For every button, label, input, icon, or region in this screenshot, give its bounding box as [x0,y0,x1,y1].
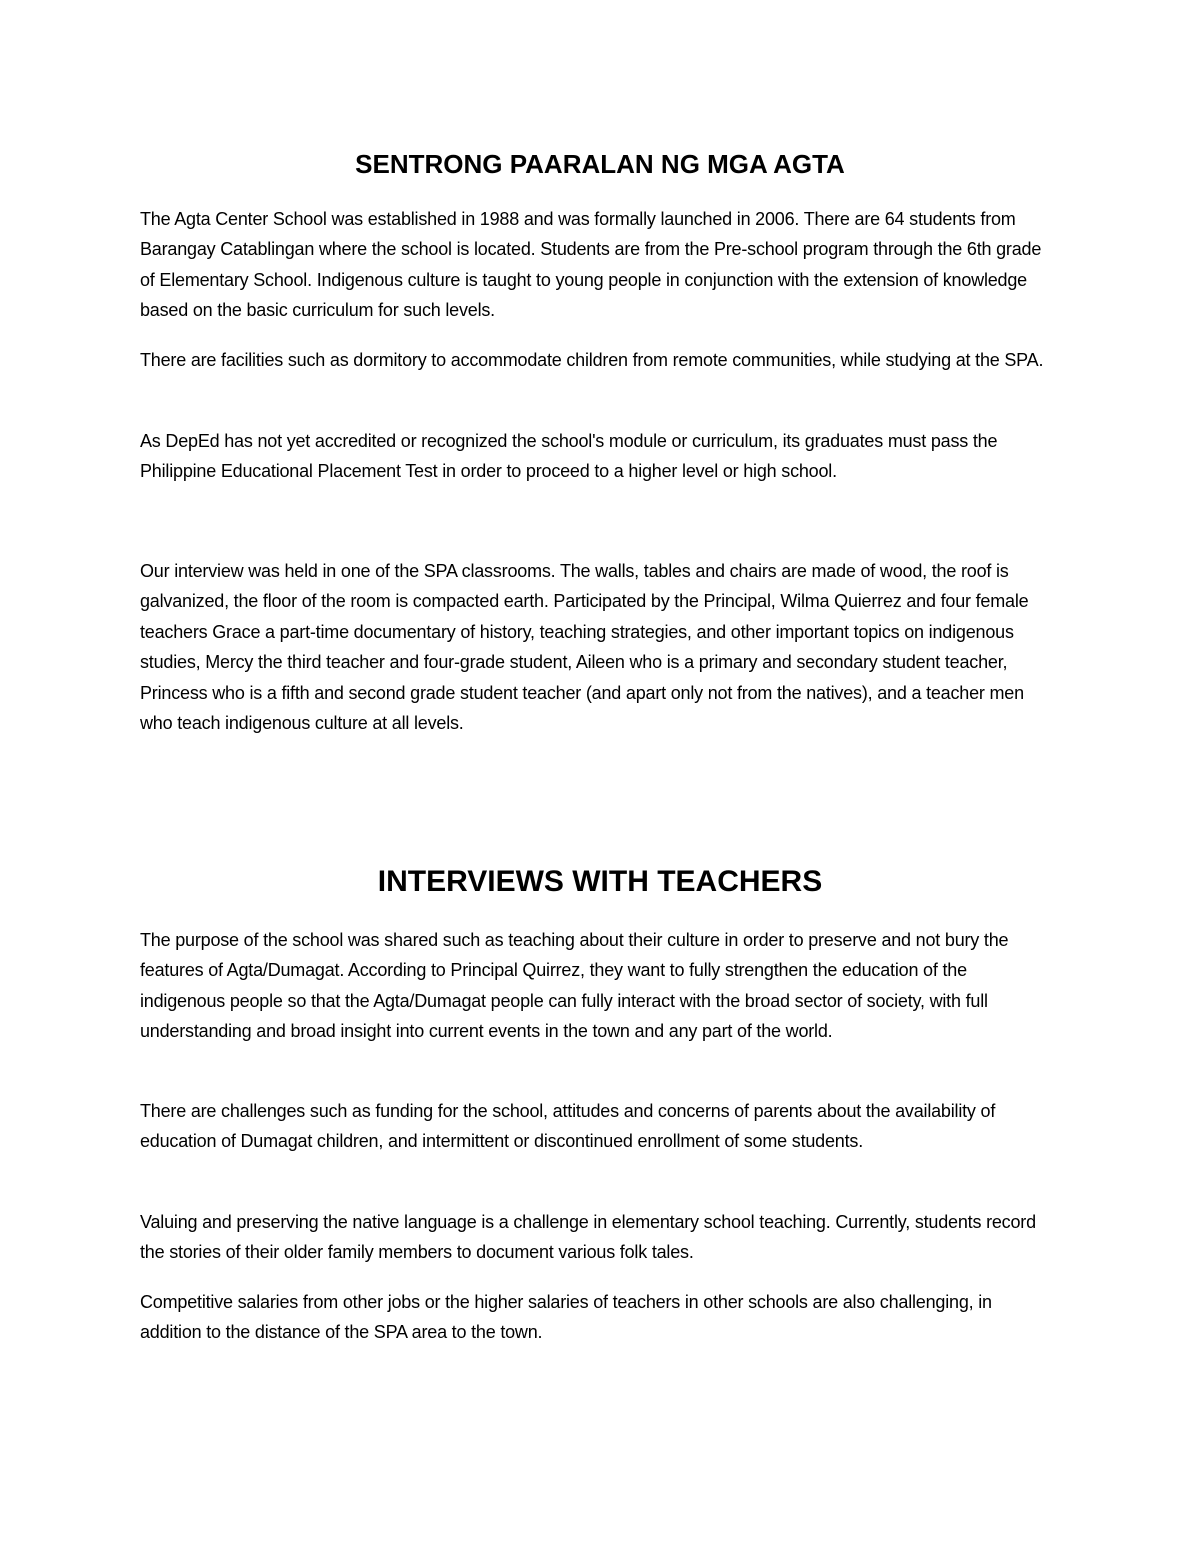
paragraph-school-history: The Agta Center School was established in 1988 and was formally launched in 2006. There are 64 students from Barangay Catablingan where the school is located. Students are from the Pre-school program through the 6th grade of Elementary School. Indigenous culture is taught to young people in conjunction with the extension of knowledge based on the basic curriculum for such levels. [140,209,1042,321]
paragraph-interview-setting: Our interview was held in one of the SPA classrooms. The walls, tables and chairs are made of wood, the roof is galvanized, the floor of the room is compacted earth. Participated by the Principal, Wilma Quierrez and four female teachers Grace a part-time documentary of history, teaching strategies, and other important topics on indigenous studies, Mercy the third teacher and four-grade student, Aileen who is a primary and secondary student teacher, Princess who is a fifth and second grade student teacher (and apart only not from the natives), and a teacher men who teach indigenous culture at all levels. [140,561,1029,734]
paragraph-native-language: Valuing and preserving the native language is a challenge in elementary school teaching. Currently, students record the stories of their older family members to document various folk tales. [140,1212,1036,1263]
paragraph-challenges: There are challenges such as funding for the school, attitudes and concerns of parents about the availability of education of Dumagat children, and intermittent or discontinued enrollment of some students. [140,1101,996,1152]
section-title-interviews: INTERVIEWS WITH TEACHERS [377,865,823,898]
paragraph-salaries: Competitive salaries from other jobs or the higher salaries of teachers in other schools are also challenging, in addition to the distance of the SPA area to the town. [140,1292,992,1343]
paragraph-facilities: There are facilities such as dormitory to accommodate children from remote communities, while studying at the SPA. [140,350,1044,370]
section-title-sentrong-paaralan: SENTRONG PAARALAN NG MGA AGTA [355,149,845,179]
paragraph-accreditation: As DepEd has not yet accredited or recognized the school's module or curriculum, its graduates must pass the Philippine Educational Placement Test in order to proceed to a higher level or high school. [140,431,998,482]
paragraph-school-purpose: The purpose of the school was shared such as teaching about their culture in order to preserve and not bury the features of Agta/Dumagat. According to Principal Quirrez, they want to fully strengthen the education of the indigenous people so that the Agta/Dumagat people can fully interact with the broad sector of society, with full understanding and broad insight into current events in the town and any part of the world. [140,930,1009,1042]
